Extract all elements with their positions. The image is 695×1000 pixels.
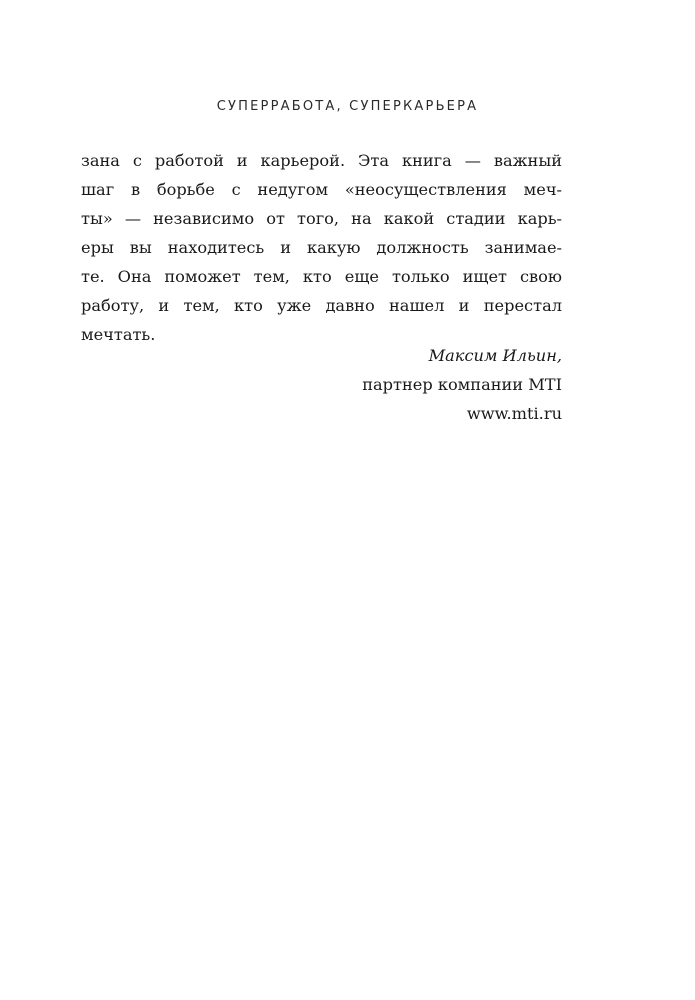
signature-block	[362, 341, 562, 428]
body-line: зана с работой и карьерой. Эта книга — важный	[81, 151, 562, 170]
signature-website: www.mti.ru	[466, 404, 562, 423]
body-line: ты» — независимо от того, на какой стадии карь-	[81, 209, 562, 228]
body-line: работу, и тем, кто уже давно нашел и перестал	[81, 296, 562, 315]
signature-name: Максим Ильин,	[428, 346, 562, 365]
body-text	[81, 146, 562, 349]
running-head: СУПЕРРАБОТА, СУПЕРКАРЬЕРА	[216, 99, 479, 114]
signature-position: партнер компании MTI	[362, 375, 562, 394]
body-line: те. Она поможет тем, кто еще только ищет свою	[81, 267, 562, 286]
body-line: еры вы находитесь и какую должность занимае-	[81, 238, 562, 257]
body-line: шаг в борьбе с недугом «неосуществления меч-	[81, 180, 562, 199]
body-line-last: мечтать.	[81, 325, 156, 344]
